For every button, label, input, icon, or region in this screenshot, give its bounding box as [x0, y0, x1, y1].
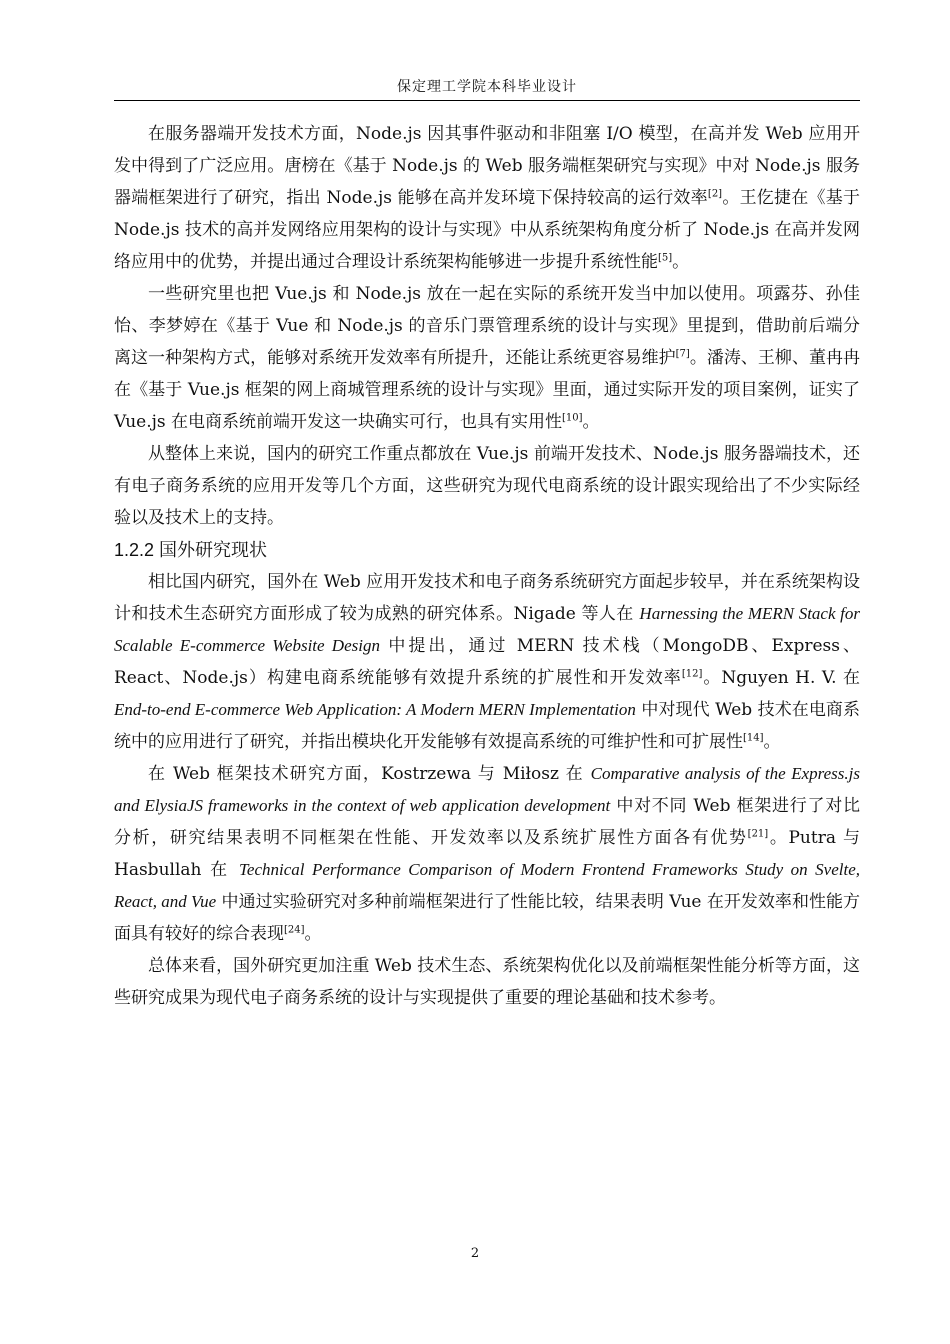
- paragraph-text: 。王仡捷在《基于 Node.js 技术的高并发网络应用架构的设计与实现》中从系统架构角度分析了 Node.js 在高并发网络应用中的优势，并提出通过合理设计系统架构能够进一步提升系统性能: [114, 188, 861, 272]
- page-header-title: 保定理工学院本科毕业设计: [397, 79, 577, 95]
- paper-title: Comparative analysis of the Express.js and ElysiaJS frameworks in the context of web application development: [114, 764, 861, 815]
- paper-title: Technical Performance Comparison of Modern Frontend Frameworks Study on Svelte, React, and Vue: [114, 860, 860, 911]
- citation-ref: [24]: [284, 924, 305, 936]
- paragraph-foreign-summary: [114, 950, 860, 1014]
- paragraph-text: 。: [672, 252, 690, 272]
- citation-ref: [2]: [707, 188, 723, 200]
- paragraph-foreign-frameworks: [114, 758, 860, 950]
- section-heading: 1.2.2 国外研究现状: [114, 540, 268, 560]
- paragraph-domestic-summary: [114, 438, 860, 534]
- paragraph-text: 在 Web 框架技术研究方面，Kostrzewa 与 Miłosz 在: [148, 764, 591, 784]
- paragraph-text: 中对现代 Web 技术在电商系统中的应用进行了研究，并指出模块化开发能够有效提高系统的可维护性和可扩展性: [114, 700, 860, 752]
- paragraph-text: 在服务器端开发技术方面，Node.js 因其事件驱动和非阻塞 I/O 模型，在高并发 Web 应用开发中得到了广泛应用。唐榜在《基于 Node.js 的 Web 服务端框架研究与实现》中对 Node.js 服务器端框架进行了研究，指出 Node.js 能够在高并发环境下保持较高的运行效率: [114, 124, 860, 208]
- paragraph-text: 中提出，通过 MERN 技术栈（MongoDB、Express、React、Node.js）构建电商系统能够有效提升系统的扩展性和开发效率: [114, 636, 861, 688]
- paragraph-nodejs-research: [114, 118, 860, 278]
- citation-ref: [7]: [675, 348, 690, 360]
- citation-ref: [14]: [743, 732, 764, 744]
- paragraph-foreign-mern: [114, 566, 860, 758]
- paragraph-text: 。Putra 与 Hasbullah 在: [114, 828, 860, 880]
- citation-ref: [21]: [747, 828, 769, 840]
- paragraph-text: 从整体上来说，国内的研究工作重点都放在 Vue.js 前端开发技术、Node.js 服务器端技术，还有电子商务系统的应用开发等几个方面，这些研究为现代电商系统的设计跟实现给出了不少实际经验以及技术上的支持。: [114, 444, 860, 528]
- paragraph-text: 。Nguyen H. V. 在: [702, 668, 860, 688]
- paragraph-text: 。: [304, 924, 322, 944]
- paper-title: Harnessing the MERN Stack for Scalable E-commerce Website Design: [114, 604, 860, 655]
- paragraph-text: 中对不同 Web 框架进行了对比分析，研究结果表明不同框架在性能、开发效率以及系统扩展性方面各有优势: [114, 796, 860, 848]
- citation-ref: [10]: [562, 412, 583, 424]
- paragraph-vue-node-research: [114, 278, 860, 438]
- paragraph-text: 。潘涛、王柳、董冉冉在《基于 Vue.js 框架的网上商城管理系统的设计与实现》里面，通过实际开发的项目案例，证实了 Vue.js 在电商系统前端开发这一块确实可行，也具有实用性: [114, 348, 861, 432]
- header-rule: [114, 100, 860, 101]
- paper-title: End-to-end E-commerce Web Application: A Modern MERN Implementation: [114, 700, 636, 719]
- paragraph-text: 中通过实验研究对多种前端框架进行了性能比较，结果表明 Vue 在开发效率和性能方面具有较好的综合表现: [114, 892, 860, 944]
- page-number: 2: [470, 1246, 480, 1261]
- paragraph-text: 一些研究里也把 Vue.js 和 Node.js 放在一起在实际的系统开发当中加以使用。项露芬、孙佳怡、李梦婷在《基于 Vue 和 Node.js 的音乐门票管理系统的设计与实现》里提到，借助前后端分离这一种架构方式，能够对系统开发效率有所提升，还能让系统更容易维护: [114, 284, 860, 368]
- citation-ref: [12]: [681, 668, 703, 680]
- paragraph-text: 。: [763, 732, 781, 752]
- body-text: [114, 118, 860, 1014]
- paragraph-text: 总体来看，国外研究更加注重 Web 技术生态、系统架构优化以及前端框架性能分析等方面，这些研究成果为现代电子商务系统的设计与实现提供了重要的理论基础和技术参考。: [114, 956, 860, 1008]
- paragraph-text: 相比国内研究，国外在 Web 应用开发技术和电子商务系统研究方面起步较早，并在系统架构设计和技术生态研究方面形成了较为成熟的研究体系。Nigade 等人在: [114, 572, 860, 624]
- citation-ref: [5]: [658, 252, 673, 264]
- paragraph-text: 。: [582, 412, 600, 432]
